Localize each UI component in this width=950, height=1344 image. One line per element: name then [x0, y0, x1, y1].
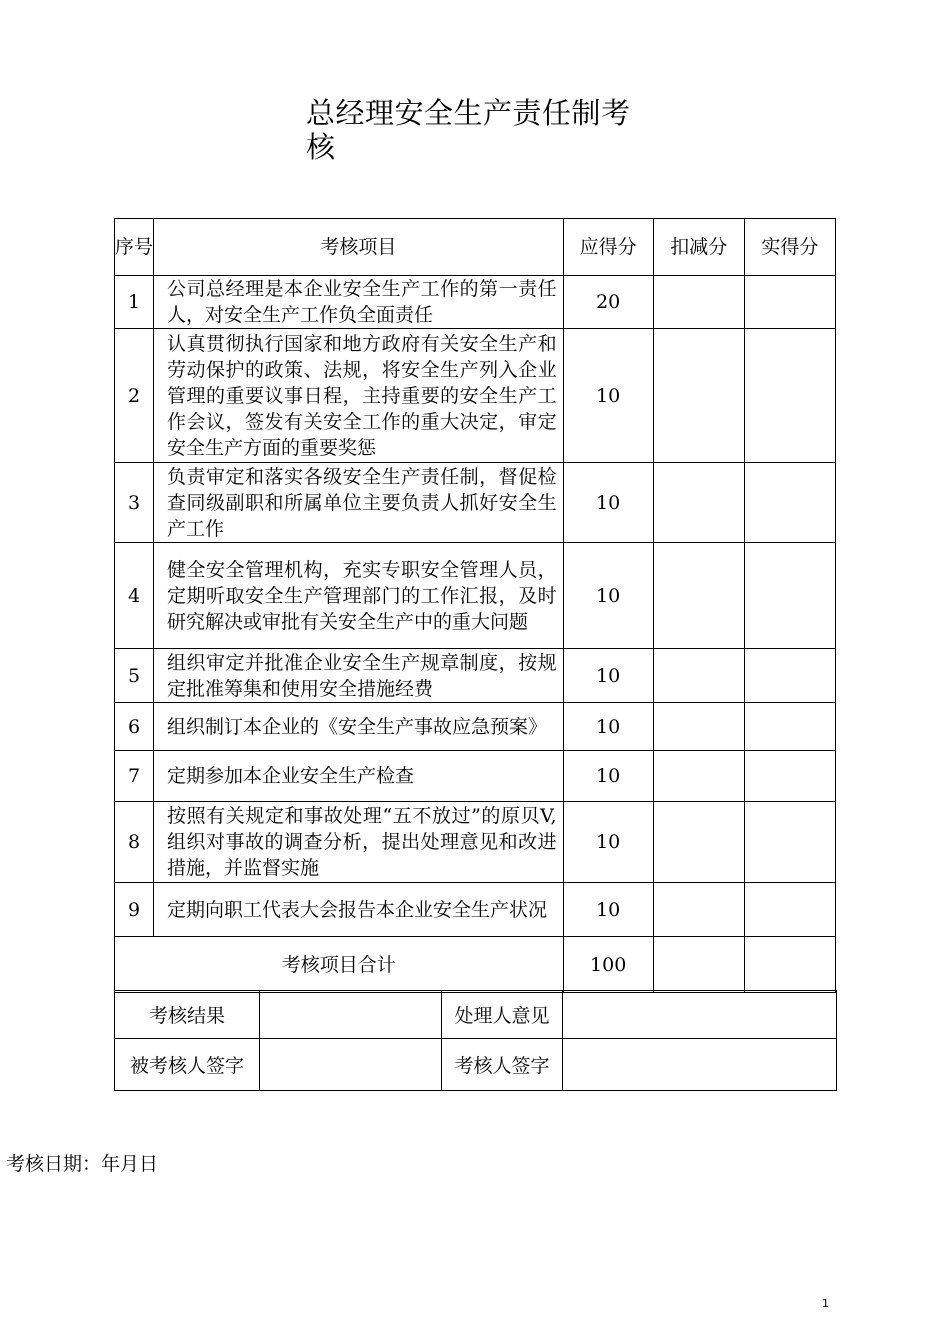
header-full-score: 应得分 [563, 219, 653, 276]
row-actual-cell[interactable] [744, 463, 835, 543]
table-row [115, 703, 836, 751]
row-actual-cell[interactable] [744, 883, 835, 937]
row-deduct-cell[interactable] [653, 802, 744, 883]
row-actual-cell[interactable] [744, 802, 835, 883]
page-title: 总经理安全生产责任制考核 [306, 96, 631, 164]
handler-field[interactable] [563, 991, 837, 1039]
table-row [115, 649, 836, 703]
row-score: 10 [563, 883, 653, 937]
header-item: 考核项目 [154, 219, 564, 276]
row-actual-cell[interactable] [744, 751, 835, 802]
row-item: 健全安全管理机构，充实专职安全管理人员，定期听取安全生产管理部门的工作汇报，及时研究解决或审批有关安全生产中的重大问题 [154, 543, 564, 649]
total-deduct-cell[interactable] [653, 937, 744, 993]
row-score: 10 [563, 329, 653, 463]
signature-row [115, 1039, 837, 1091]
header-actual: 实得分 [744, 219, 835, 276]
result-row [115, 991, 837, 1039]
row-actual-cell[interactable] [744, 703, 835, 751]
header-row [115, 219, 836, 276]
row-item: 认真贯彻执行国家和地方政府有关安全生产和劳动保护的政策、法规，将安全生产列入企业管理的重要议事日程，主持重要的安全生产工作会议，签发有关安全工作的重大决定，审定安全生产方面的重要奖惩 [154, 329, 564, 463]
total-actual-cell[interactable] [744, 937, 835, 993]
table-row [115, 276, 836, 329]
row-item: 负责审定和落实各级安全生产责任制，督促检查同级副职和所属单位主要负责人抓好安全生产工作 [154, 463, 564, 543]
row-score: 20 [563, 276, 653, 329]
row-no: 5 [115, 649, 154, 703]
row-actual-cell[interactable] [744, 543, 835, 649]
row-no: 9 [115, 883, 154, 937]
row-no: 2 [115, 329, 154, 463]
row-no: 3 [115, 463, 154, 543]
row-deduct-cell[interactable] [653, 543, 744, 649]
row-actual-cell[interactable] [744, 649, 835, 703]
row-item: 定期向职工代表大会报告本企业安全生产状况 [154, 883, 564, 937]
row-deduct-cell[interactable] [653, 276, 744, 329]
row-item: 公司总经理是本企业安全生产工作的第一责任人，对安全生产工作负全面责任 [154, 276, 564, 329]
result-label: 考核结果 [115, 991, 260, 1039]
row-score: 10 [563, 751, 653, 802]
row-actual-cell[interactable] [744, 329, 835, 463]
row-no: 1 [115, 276, 154, 329]
row-no: 6 [115, 703, 154, 751]
header-deduct: 扣减分 [653, 219, 744, 276]
row-score: 10 [563, 543, 653, 649]
row-deduct-cell[interactable] [653, 703, 744, 751]
row-actual-cell[interactable] [744, 276, 835, 329]
examinee-signature-field[interactable] [260, 1039, 442, 1091]
signature-table [114, 990, 837, 1091]
row-score: 10 [563, 703, 653, 751]
row-score: 10 [563, 649, 653, 703]
table-row [115, 883, 836, 937]
row-score: 10 [563, 802, 653, 883]
row-item: 组织审定并批准企业安全生产规章制度，按规定批准筹集和使用安全措施经费 [154, 649, 564, 703]
row-item: 组织制订本企业的《安全生产事故应急预案》 [154, 703, 564, 751]
row-deduct-cell[interactable] [653, 649, 744, 703]
row-item: 按照有关规定和事故处理“五不放过”的原贝V,组织对事故的调查分析，提出处理意见和改进措施，并监督实施 [154, 802, 564, 883]
page-number: 1 [822, 1297, 829, 1310]
result-field[interactable] [260, 991, 442, 1039]
assessment-date: 考核日期：年月日 [6, 1153, 159, 1175]
row-deduct-cell[interactable] [653, 329, 744, 463]
assessment-table [114, 218, 836, 993]
handler-label: 处理人意见 [442, 991, 563, 1039]
table-row [115, 802, 836, 883]
total-row [115, 937, 836, 993]
total-label: 考核项目合计 [115, 937, 564, 993]
header-no: 序号 [115, 219, 154, 276]
row-score: 10 [563, 463, 653, 543]
row-deduct-cell[interactable] [653, 751, 744, 802]
row-item: 定期参加本企业安全生产检查 [154, 751, 564, 802]
row-no: 4 [115, 543, 154, 649]
table-row [115, 329, 836, 463]
table-row [115, 463, 836, 543]
table-row [115, 543, 836, 649]
row-no: 7 [115, 751, 154, 802]
examiner-label: 考核人签字 [442, 1039, 563, 1091]
table-row [115, 751, 836, 802]
row-deduct-cell[interactable] [653, 463, 744, 543]
examinee-label: 被考核人签字 [115, 1039, 260, 1091]
row-no: 8 [115, 802, 154, 883]
row-deduct-cell[interactable] [653, 883, 744, 937]
examiner-signature-field[interactable] [563, 1039, 837, 1091]
total-score: 100 [563, 937, 653, 993]
